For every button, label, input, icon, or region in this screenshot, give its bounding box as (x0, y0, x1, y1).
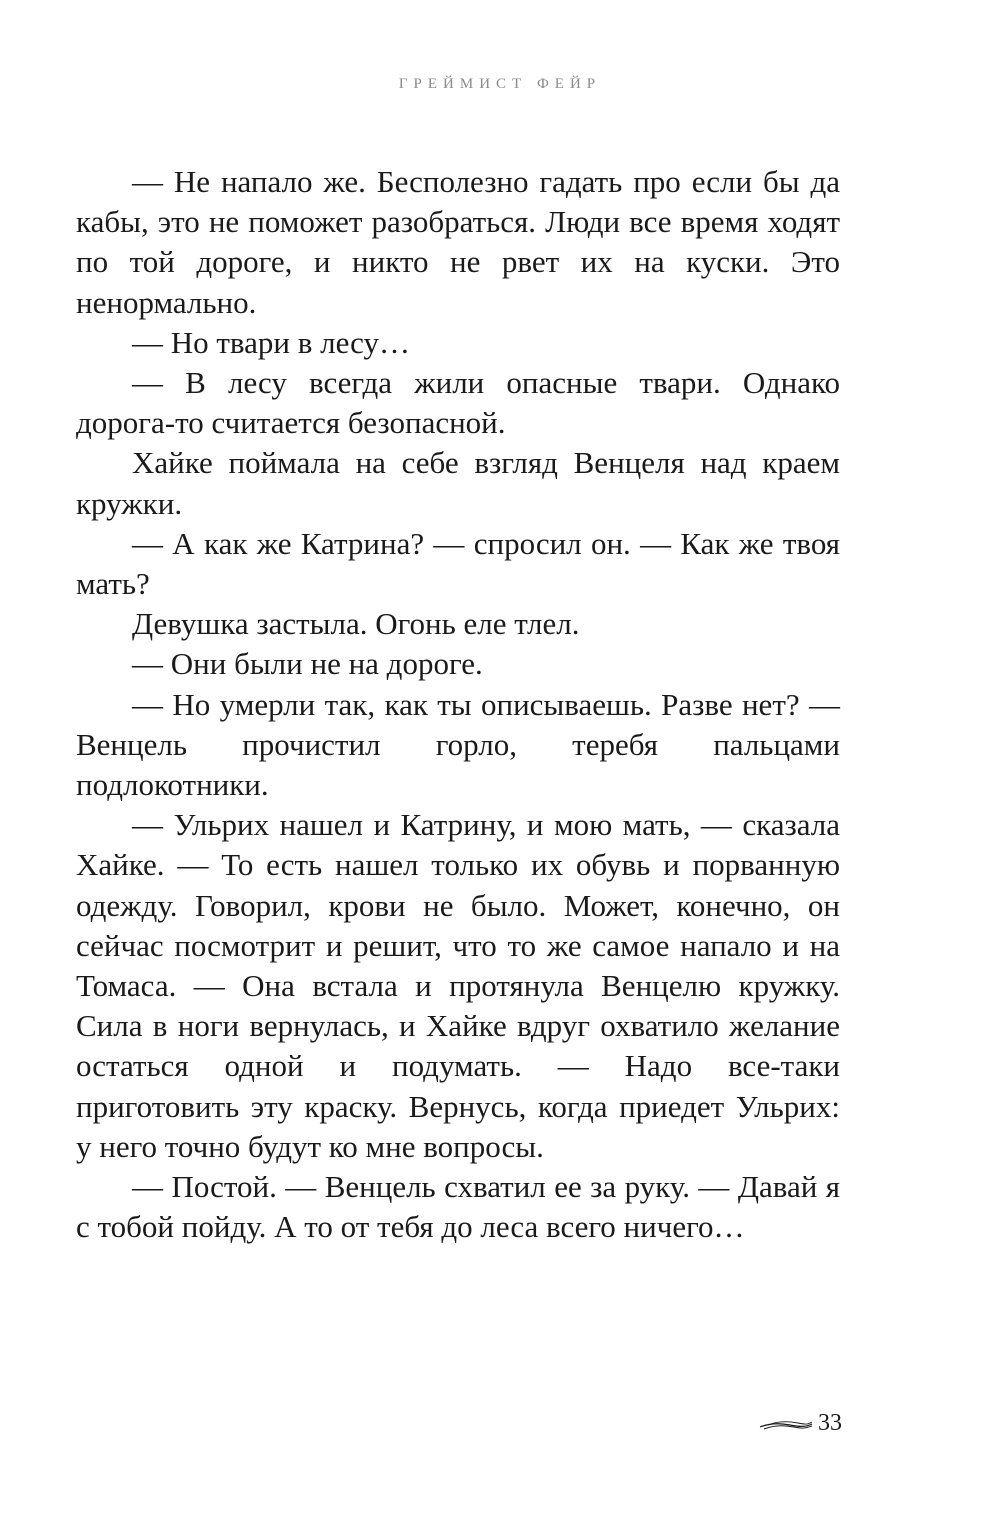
paragraph: — Они были не на дороге. (132, 646, 483, 682)
paragraph: — Ульрих нашел и Катрину, и мою мать, — сказала Хайке. — То есть нашел только их обувь и порванную одежду. Говорил, крови не было. Может, конечно, он сейчас посмотрит и решит, что то же самое напало и на Томаса. — Она встала и протянула Венцелю кружку. Сила в ноги вернулась, и Хайке вдруг охватило желание остаться одной и подумать. — Надо все-таки приготовить эту краску. Вернусь, когда приедет Ульрих: у него точно будут ко мне вопросы. (76, 807, 840, 1164)
page-folio (758, 1410, 842, 1437)
paragraph: — Но твари в лесу… (132, 324, 411, 360)
paragraph: — А как же Катрина? — спросил он. — Как же твоя мать? (76, 525, 840, 602)
body-text (76, 162, 840, 1247)
page-number: 33 (818, 1410, 842, 1436)
paragraph: Девушка застыла. Огонь еле тлел. (132, 606, 580, 642)
wave-flourish-icon (758, 1416, 814, 1432)
paragraph: — Не напало же. Бесполезно гадать про если бы да кабы, это не поможет разобраться. Люди все время ходят по той дороге, и никто не рвет их на куски. Это ненормально. (76, 164, 840, 320)
paragraph: Хайке поймала на себе взгляд Венцеля над краем кружки. (76, 445, 840, 521)
running-head: ГРЕЙМИСТ ФЕЙР (398, 76, 602, 92)
paragraph: — В лесу всегда жили опасные твари. Однако дорога-то считается безопасной. (76, 365, 840, 441)
paragraph: — Но умерли так, как ты описываешь. Разве нет? — Венцель прочистил горло, теребя пальцами подлокотники. (76, 686, 840, 803)
paragraph: — Постой. — Венцель схватил ее за руку. — Давай я с тобой пойду. А то от тебя до леса всего ничего… (76, 1169, 840, 1245)
